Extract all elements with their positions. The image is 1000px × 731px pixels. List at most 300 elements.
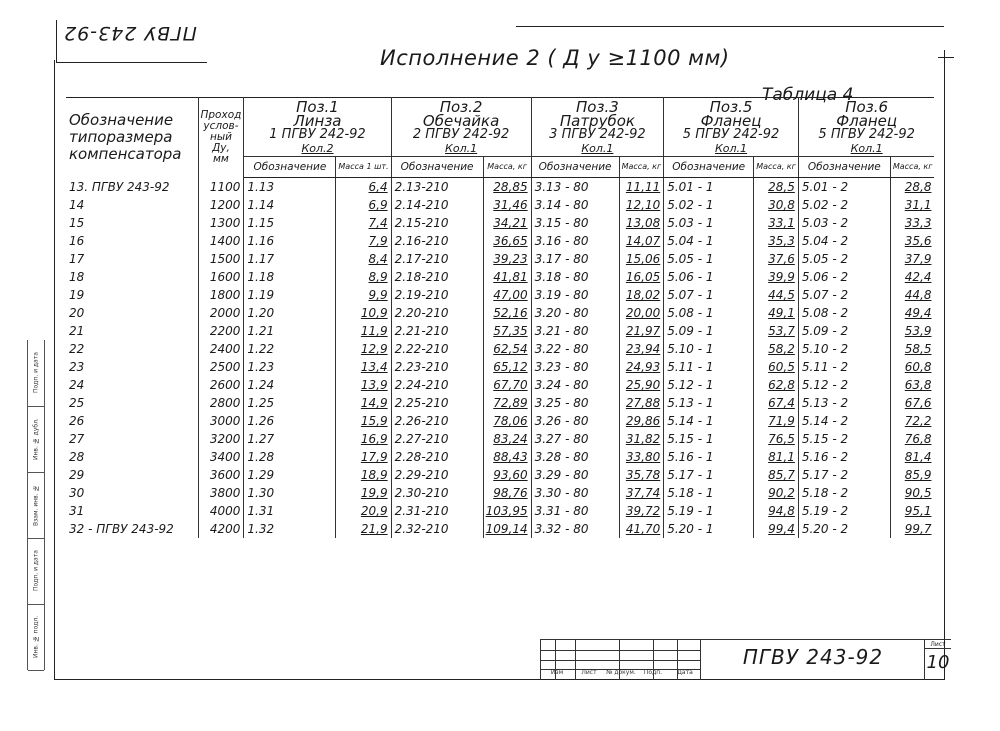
pos3-mass-cell: 13,08 bbox=[619, 214, 664, 232]
pos6-designation-cell: 5.11 - 2 bbox=[798, 358, 890, 376]
pos3-mass-cell: 18,02 bbox=[619, 286, 664, 304]
pos3-designation-cell: 3.24 - 80 bbox=[531, 376, 619, 394]
pos5-mass-cell: 53,7 bbox=[754, 322, 799, 340]
pos5-designation-cell: 5.08 - 1 bbox=[664, 304, 754, 322]
pos1-mass-cell: 7,4 bbox=[336, 214, 391, 232]
sub-mass: Масса, кг bbox=[754, 157, 799, 178]
table-row bbox=[66, 250, 934, 268]
side-strip-cell: Подп. и дата bbox=[28, 538, 44, 605]
pos5-mass-cell: 62,8 bbox=[754, 376, 799, 394]
pos1-mass-cell: 12,9 bbox=[336, 340, 391, 358]
pos5-designation-cell: 5.16 - 1 bbox=[664, 448, 754, 466]
pos1-mass-cell: 6,4 bbox=[336, 178, 391, 197]
table-row bbox=[66, 448, 934, 466]
dn-cell: 3400 bbox=[198, 448, 244, 466]
pos3-mass-cell: 37,74 bbox=[619, 484, 664, 502]
dn-cell: 1500 bbox=[198, 250, 244, 268]
table-row bbox=[66, 358, 934, 376]
pos1-mass-cell: 20,9 bbox=[336, 502, 391, 520]
header-nominal-diameter: Проход услов- ный Ду, мм bbox=[198, 98, 244, 178]
pos1-designation-cell: 1.25 bbox=[244, 394, 336, 412]
dn-cell: 1400 bbox=[198, 232, 244, 250]
pos3-designation-cell: 3.32 - 80 bbox=[531, 520, 619, 538]
pos6-mass-cell: 44,8 bbox=[904, 288, 932, 302]
dn-cell: 2400 bbox=[198, 340, 244, 358]
pos5-designation-cell: 5.05 - 1 bbox=[664, 250, 754, 268]
table-row bbox=[66, 286, 934, 304]
pos6-designation-cell: 5.06 - 2 bbox=[798, 268, 890, 286]
side-strip-cell: Взам. инв. № bbox=[28, 472, 44, 539]
frame-right-tick bbox=[938, 57, 954, 58]
pos5-mass-cell: 28,5 bbox=[754, 178, 799, 197]
pos3-mass-cell: 23,94 bbox=[619, 340, 664, 358]
designation-cell: 28 bbox=[66, 448, 198, 466]
pos5-mass-cell: 49,1 bbox=[754, 304, 799, 322]
pos1-designation-cell: 1.28 bbox=[244, 448, 336, 466]
pos1-designation-cell: 1.18 bbox=[244, 268, 336, 286]
pos3-mass-cell: 25,90 bbox=[619, 376, 664, 394]
pos5-designation-cell: 5.02 - 1 bbox=[664, 196, 754, 214]
pos2-designation-cell: 2.22-210 bbox=[391, 340, 483, 358]
pos1-mass-cell: 13,4 bbox=[336, 358, 391, 376]
pos5-mass-cell: 30,8 bbox=[754, 196, 799, 214]
header-pos2: Поз.2 Обечайка 2 ПГВУ 242-92 Кол.1 bbox=[391, 98, 531, 157]
pos2-designation-cell: 2.18-210 bbox=[391, 268, 483, 286]
table-row bbox=[66, 268, 934, 286]
pos3-mass-cell: 15,06 bbox=[619, 250, 664, 268]
pos3-mass-cell: 16,05 bbox=[619, 268, 664, 286]
frame-top-line bbox=[516, 26, 944, 27]
pos3-designation-cell: 3.21 - 80 bbox=[531, 322, 619, 340]
pos2-mass-cell: 109,14 bbox=[483, 520, 531, 538]
sub-mass: Масса, кг bbox=[890, 157, 934, 178]
tb-label: № докум. bbox=[606, 669, 636, 676]
sub-designation: Обозначение bbox=[391, 157, 483, 178]
pos6-mass-cell: 99,7 bbox=[904, 522, 932, 536]
pos3-mass-cell: 24,93 bbox=[619, 358, 664, 376]
designation-cell: 23 bbox=[66, 358, 198, 376]
pos6-mass-cell: 31,1 bbox=[904, 198, 932, 212]
dn-cell: 1200 bbox=[198, 196, 244, 214]
sub-designation: Обозначение bbox=[798, 157, 890, 178]
pos5-mass-cell: 81,1 bbox=[754, 448, 799, 466]
pos5-designation-cell: 5.01 - 1 bbox=[664, 178, 754, 197]
designation-cell: 18 bbox=[66, 268, 198, 286]
pos6-mass-cell: 76,8 bbox=[904, 432, 932, 446]
pos6-mass-cell: 28,8 bbox=[904, 180, 932, 194]
designation-cell: 21 bbox=[66, 322, 198, 340]
pos1-designation-cell: 1.24 bbox=[244, 376, 336, 394]
pos6-mass-cell: 81,4 bbox=[904, 450, 932, 464]
designation-cell: 32 - ПГВУ 243-92 bbox=[66, 520, 198, 538]
pos2-mass-cell: 88,43 bbox=[483, 448, 531, 466]
side-strip-cell: Подп. и дата bbox=[28, 340, 44, 407]
sheet-number: 10 bbox=[926, 652, 950, 673]
dn-cell: 4000 bbox=[198, 502, 244, 520]
pos6-designation-cell: 5.10 - 2 bbox=[798, 340, 890, 358]
pos6-mass-cell: 33,3 bbox=[904, 216, 932, 230]
header-pos3: Поз.3 Патрубок 3 ПГВУ 242-92 Кол.1 bbox=[531, 98, 664, 157]
pos3-designation-cell: 3.16 - 80 bbox=[531, 232, 619, 250]
table-row bbox=[66, 394, 934, 412]
pos1-designation-cell: 1.27 bbox=[244, 430, 336, 448]
frame-left-line bbox=[54, 60, 55, 680]
pos5-mass-cell: 35,3 bbox=[754, 232, 799, 250]
pos2-mass-cell: 72,89 bbox=[483, 394, 531, 412]
pos2-designation-cell: 2.26-210 bbox=[391, 412, 483, 430]
table-body bbox=[66, 178, 934, 539]
pos3-designation-cell: 3.30 - 80 bbox=[531, 484, 619, 502]
pos2-designation-cell: 2.20-210 bbox=[391, 304, 483, 322]
dn-cell: 2200 bbox=[198, 322, 244, 340]
side-strip bbox=[27, 340, 45, 670]
pos2-mass-cell: 67,70 bbox=[483, 376, 531, 394]
pos5-designation-cell: 5.09 - 1 bbox=[664, 322, 754, 340]
pos1-mass-cell: 21,9 bbox=[336, 520, 391, 538]
pos6-mass-cell: 58,5 bbox=[904, 342, 932, 356]
pos3-designation-cell: 3.15 - 80 bbox=[531, 214, 619, 232]
pos1-mass-cell: 6,9 bbox=[336, 196, 391, 214]
side-strip-cell: Инв. № подл. bbox=[28, 604, 44, 671]
designation-cell: 14 bbox=[66, 196, 198, 214]
table-row bbox=[66, 430, 934, 448]
pos5-mass-cell: 37,6 bbox=[754, 250, 799, 268]
pos3-designation-cell: 3.31 - 80 bbox=[531, 502, 619, 520]
table-row bbox=[66, 484, 934, 502]
header-pos5: Поз.5 Фланец 5 ПГВУ 242-92 Кол.1 bbox=[664, 98, 799, 157]
designation-cell: 22 bbox=[66, 340, 198, 358]
title-block bbox=[540, 639, 960, 679]
table-row bbox=[66, 412, 934, 430]
pos6-mass-cell: 85,9 bbox=[904, 468, 932, 482]
pos2-mass-cell: 98,76 bbox=[483, 484, 531, 502]
pos2-mass-cell: 65,12 bbox=[483, 358, 531, 376]
table-row bbox=[66, 466, 934, 484]
pos3-mass-cell: 31,82 bbox=[619, 430, 664, 448]
pos3-mass-cell: 20,00 bbox=[619, 304, 664, 322]
pos3-mass-cell: 27,88 bbox=[619, 394, 664, 412]
tb-label: Изм bbox=[550, 669, 564, 676]
dn-cell: 3000 bbox=[198, 412, 244, 430]
pos2-mass-cell: 47,00 bbox=[483, 286, 531, 304]
tb-label: Подп. bbox=[643, 669, 663, 676]
pos5-mass-cell: 60,5 bbox=[754, 358, 799, 376]
title-block-main bbox=[700, 639, 925, 680]
dn-cell: 1300 bbox=[198, 214, 244, 232]
designation-cell: 30 bbox=[66, 484, 198, 502]
pos3-designation-cell: 3.25 - 80 bbox=[531, 394, 619, 412]
document-code: ПГВУ 243-92 bbox=[742, 645, 884, 669]
pos6-designation-cell: 5.08 - 2 bbox=[798, 304, 890, 322]
pos3-mass-cell: 14,07 bbox=[619, 232, 664, 250]
table-row bbox=[66, 196, 934, 214]
dn-cell: 3800 bbox=[198, 484, 244, 502]
pos6-mass-cell: 37,9 bbox=[904, 252, 932, 266]
pos6-mass-cell: 35,6 bbox=[904, 234, 932, 248]
pos3-mass-cell: 21,97 bbox=[619, 322, 664, 340]
dn-cell: 3600 bbox=[198, 466, 244, 484]
title-block-labels bbox=[541, 669, 701, 676]
pos1-mass-cell: 8,4 bbox=[336, 250, 391, 268]
pos1-designation-cell: 1.13 bbox=[244, 178, 336, 197]
pos6-designation-cell: 5.07 - 2 bbox=[798, 286, 890, 304]
pos3-designation-cell: 3.22 - 80 bbox=[531, 340, 619, 358]
table-row bbox=[66, 376, 934, 394]
pos1-mass-cell: 7,9 bbox=[336, 232, 391, 250]
pos2-designation-cell: 2.28-210 bbox=[391, 448, 483, 466]
pos5-mass-cell: 71,9 bbox=[754, 412, 799, 430]
title-block-grid bbox=[540, 639, 701, 680]
pos2-mass-cell: 52,16 bbox=[483, 304, 531, 322]
tb-label: Лист bbox=[581, 669, 597, 676]
table-row bbox=[66, 340, 934, 358]
pos1-designation-cell: 1.23 bbox=[244, 358, 336, 376]
pos5-designation-cell: 5.18 - 1 bbox=[664, 484, 754, 502]
pos2-designation-cell: 2.31-210 bbox=[391, 502, 483, 520]
pos1-designation-cell: 1.30 bbox=[244, 484, 336, 502]
pos2-designation-cell: 2.23-210 bbox=[391, 358, 483, 376]
pos6-mass-cell: 95,1 bbox=[904, 504, 932, 518]
pos1-designation-cell: 1.19 bbox=[244, 286, 336, 304]
pos6-designation-cell: 5.14 - 2 bbox=[798, 412, 890, 430]
pos1-mass-cell: 19,9 bbox=[336, 484, 391, 502]
sheet-label: Лист bbox=[925, 641, 951, 649]
pos6-mass-cell: 49,4 bbox=[904, 306, 932, 320]
dn-cell: 1800 bbox=[198, 286, 244, 304]
pos1-mass-cell: 13,9 bbox=[336, 376, 391, 394]
header-pos6: Поз.6 Фланец 5 ПГВУ 242-92 Кол.1 bbox=[818, 98, 915, 155]
pos2-mass-cell: 57,35 bbox=[483, 322, 531, 340]
pos2-mass-cell: 41,81 bbox=[483, 268, 531, 286]
pos2-mass-cell: 39,23 bbox=[483, 250, 531, 268]
pos5-designation-cell: 5.03 - 1 bbox=[664, 214, 754, 232]
pos2-designation-cell: 2.21-210 bbox=[391, 322, 483, 340]
pos2-mass-cell: 103,95 bbox=[483, 502, 531, 520]
pos6-designation-cell: 5.12 - 2 bbox=[798, 376, 890, 394]
pos1-designation-cell: 1.16 bbox=[244, 232, 336, 250]
pos6-mass-cell: 53,9 bbox=[904, 324, 932, 338]
pos2-designation-cell: 2.15-210 bbox=[391, 214, 483, 232]
pos2-designation-cell: 2.24-210 bbox=[391, 376, 483, 394]
pos6-designation-cell: 5.15 - 2 bbox=[798, 430, 890, 448]
sub-mass: Масса, кг bbox=[619, 157, 664, 178]
pos1-mass-cell: 17,9 bbox=[336, 448, 391, 466]
dn-cell: 2800 bbox=[198, 394, 244, 412]
pos5-mass-cell: 94,8 bbox=[754, 502, 799, 520]
sheet-box bbox=[924, 639, 951, 680]
pos6-designation-cell: 5.03 - 2 bbox=[798, 214, 890, 232]
pos1-designation-cell: 1.14 bbox=[244, 196, 336, 214]
pos2-designation-cell: 2.16-210 bbox=[391, 232, 483, 250]
pos3-mass-cell: 33,80 bbox=[619, 448, 664, 466]
designation-cell: 27 bbox=[66, 430, 198, 448]
pos3-designation-cell: 3.26 - 80 bbox=[531, 412, 619, 430]
pos1-mass-cell: 14,9 bbox=[336, 394, 391, 412]
table-row bbox=[66, 322, 934, 340]
pos2-designation-cell: 2.13-210 bbox=[391, 178, 483, 197]
dn-cell: 1600 bbox=[198, 268, 244, 286]
pos1-designation-cell: 1.20 bbox=[244, 304, 336, 322]
pos3-mass-cell: 41,70 bbox=[619, 520, 664, 538]
pos3-designation-cell: 3.29 - 80 bbox=[531, 466, 619, 484]
table-row bbox=[66, 232, 934, 250]
pos1-mass-cell: 18,9 bbox=[336, 466, 391, 484]
pos5-mass-cell: 67,4 bbox=[754, 394, 799, 412]
designation-cell: 29 bbox=[66, 466, 198, 484]
dn-cell: 3200 bbox=[198, 430, 244, 448]
pos5-designation-cell: 5.04 - 1 bbox=[664, 232, 754, 250]
sub-mass: Масса, кг bbox=[483, 157, 531, 178]
designation-cell: 20 bbox=[66, 304, 198, 322]
dn-cell: 1100 bbox=[198, 178, 244, 197]
pos6-mass-cell: 63,8 bbox=[904, 378, 932, 392]
pos1-designation-cell: 1.26 bbox=[244, 412, 336, 430]
pos5-mass-cell: 76,5 bbox=[754, 430, 799, 448]
header-row bbox=[66, 98, 934, 157]
pos2-designation-cell: 2.19-210 bbox=[391, 286, 483, 304]
designation-cell: 31 bbox=[66, 502, 198, 520]
pos3-designation-cell: 3.23 - 80 bbox=[531, 358, 619, 376]
pos1-designation-cell: 1.29 bbox=[244, 466, 336, 484]
pos5-designation-cell: 5.10 - 1 bbox=[664, 340, 754, 358]
pos6-mass-cell: 67,6 bbox=[904, 396, 932, 410]
pos3-designation-cell: 3.27 - 80 bbox=[531, 430, 619, 448]
pos5-designation-cell: 5.19 - 1 bbox=[664, 502, 754, 520]
pos5-mass-cell: 99,4 bbox=[754, 520, 799, 538]
pos2-designation-cell: 2.25-210 bbox=[391, 394, 483, 412]
pos1-mass-cell: 11,9 bbox=[336, 322, 391, 340]
pos5-designation-cell: 5.14 - 1 bbox=[664, 412, 754, 430]
table-row bbox=[66, 178, 934, 197]
pos5-mass-cell: 85,7 bbox=[754, 466, 799, 484]
pos5-mass-cell: 44,5 bbox=[754, 286, 799, 304]
dn-cell: 2600 bbox=[198, 376, 244, 394]
pos5-mass-cell: 39,9 bbox=[754, 268, 799, 286]
pos3-designation-cell: 3.18 - 80 bbox=[531, 268, 619, 286]
pos6-mass-cell: 42,4 bbox=[904, 270, 932, 284]
table-row bbox=[66, 520, 934, 538]
dn-cell: 4200 bbox=[198, 520, 244, 538]
pos2-designation-cell: 2.30-210 bbox=[391, 484, 483, 502]
pos1-mass-cell: 16,9 bbox=[336, 430, 391, 448]
pos5-mass-cell: 33,1 bbox=[754, 214, 799, 232]
pos2-mass-cell: 28,85 bbox=[483, 178, 531, 197]
pos5-designation-cell: 5.07 - 1 bbox=[664, 286, 754, 304]
pos5-designation-cell: 5.13 - 1 bbox=[664, 394, 754, 412]
pos6-designation-cell: 5.09 - 2 bbox=[798, 322, 890, 340]
pos3-mass-cell: 12,10 bbox=[619, 196, 664, 214]
pos2-mass-cell: 34,21 bbox=[483, 214, 531, 232]
pos2-designation-cell: 2.32-210 bbox=[391, 520, 483, 538]
pos1-designation-cell: 1.32 bbox=[244, 520, 336, 538]
pos6-mass-cell: 60,8 bbox=[904, 360, 932, 374]
tb-label: Дата bbox=[677, 669, 693, 676]
pos6-mass-cell: 90,5 bbox=[904, 486, 932, 500]
frame-right-line bbox=[944, 50, 945, 680]
pos3-designation-cell: 3.28 - 80 bbox=[531, 448, 619, 466]
pos2-mass-cell: 78,06 bbox=[483, 412, 531, 430]
pos3-mass-cell: 39,72 bbox=[619, 502, 664, 520]
pos5-designation-cell: 5.15 - 1 bbox=[664, 430, 754, 448]
pos1-designation-cell: 1.22 bbox=[244, 340, 336, 358]
side-strip-cell: Инв. № дубл. bbox=[28, 406, 44, 473]
pos3-designation-cell: 3.20 - 80 bbox=[531, 304, 619, 322]
designation-cell: 26 bbox=[66, 412, 198, 430]
pos5-designation-cell: 5.20 - 1 bbox=[664, 520, 754, 538]
pos2-designation-cell: 2.29-210 bbox=[391, 466, 483, 484]
header-pos1: Поз.1 Линза 1 ПГВУ 242-92 Кол.2 bbox=[244, 98, 391, 157]
designation-cell: 19 bbox=[66, 286, 198, 304]
pos1-mass-cell: 10,9 bbox=[336, 304, 391, 322]
pos5-designation-cell: 5.06 - 1 bbox=[664, 268, 754, 286]
pos3-designation-cell: 3.17 - 80 bbox=[531, 250, 619, 268]
pos1-designation-cell: 1.17 bbox=[244, 250, 336, 268]
pos6-designation-cell: 5.20 - 2 bbox=[798, 520, 890, 538]
pos6-designation-cell: 5.13 - 2 bbox=[798, 394, 890, 412]
sub-designation: Обозначение bbox=[664, 157, 754, 178]
pos3-designation-cell: 3.19 - 80 bbox=[531, 286, 619, 304]
pos6-designation-cell: 5.05 - 2 bbox=[798, 250, 890, 268]
pos5-designation-cell: 5.17 - 1 bbox=[664, 466, 754, 484]
pos3-mass-cell: 29,86 bbox=[619, 412, 664, 430]
pos6-designation-cell: 5.02 - 2 bbox=[798, 196, 890, 214]
pos6-designation-cell: 5.01 - 2 bbox=[798, 178, 890, 197]
pos1-mass-cell: 9,9 bbox=[336, 286, 391, 304]
pos2-mass-cell: 83,24 bbox=[483, 430, 531, 448]
table-label: Таблица 4 bbox=[762, 85, 854, 105]
sub-mass: Масса 1 шт. bbox=[336, 157, 391, 178]
table-row bbox=[66, 214, 934, 232]
designation-cell: 25 bbox=[66, 394, 198, 412]
pos2-mass-cell: 31,46 bbox=[483, 196, 531, 214]
table-row bbox=[66, 304, 934, 322]
compensator-table bbox=[66, 97, 934, 538]
pos6-designation-cell: 5.17 - 2 bbox=[798, 466, 890, 484]
header-designation: Обозначение типоразмера компенсатора bbox=[66, 98, 198, 178]
dn-cell: 2500 bbox=[198, 358, 244, 376]
pos3-designation-cell: 3.14 - 80 bbox=[531, 196, 619, 214]
pos2-designation-cell: 2.14-210 bbox=[391, 196, 483, 214]
sub-designation: Обозначение bbox=[244, 157, 336, 178]
pos2-designation-cell: 2.27-210 bbox=[391, 430, 483, 448]
pos2-mass-cell: 36,65 bbox=[483, 232, 531, 250]
pos1-designation-cell: 1.21 bbox=[244, 322, 336, 340]
pos6-designation-cell: 5.19 - 2 bbox=[798, 502, 890, 520]
pos3-mass-cell: 35,78 bbox=[619, 466, 664, 484]
pos5-mass-cell: 90,2 bbox=[754, 484, 799, 502]
designation-cell: 16 bbox=[66, 232, 198, 250]
designation-cell: 13. ПГВУ 243-92 bbox=[66, 178, 198, 197]
pos6-designation-cell: 5.04 - 2 bbox=[798, 232, 890, 250]
pos6-designation-cell: 5.16 - 2 bbox=[798, 448, 890, 466]
pos1-mass-cell: 8,9 bbox=[336, 268, 391, 286]
designation-cell: 15 bbox=[66, 214, 198, 232]
corner-stamp-text: ПГВУ 243-92 bbox=[63, 22, 197, 44]
pos2-mass-cell: 62,54 bbox=[483, 340, 531, 358]
pos5-designation-cell: 5.11 - 1 bbox=[664, 358, 754, 376]
dn-cell: 2000 bbox=[198, 304, 244, 322]
pos6-mass-cell: 72,2 bbox=[904, 414, 932, 428]
pos3-mass-cell: 11,11 bbox=[619, 178, 664, 197]
designation-cell: 17 bbox=[66, 250, 198, 268]
pos6-designation-cell: 5.18 - 2 bbox=[798, 484, 890, 502]
pos5-mass-cell: 58,2 bbox=[754, 340, 799, 358]
designation-cell: 24 bbox=[66, 376, 198, 394]
pos3-designation-cell: 3.13 - 80 bbox=[531, 178, 619, 197]
pos2-designation-cell: 2.17-210 bbox=[391, 250, 483, 268]
pos1-mass-cell: 15,9 bbox=[336, 412, 391, 430]
pos1-designation-cell: 1.15 bbox=[244, 214, 336, 232]
